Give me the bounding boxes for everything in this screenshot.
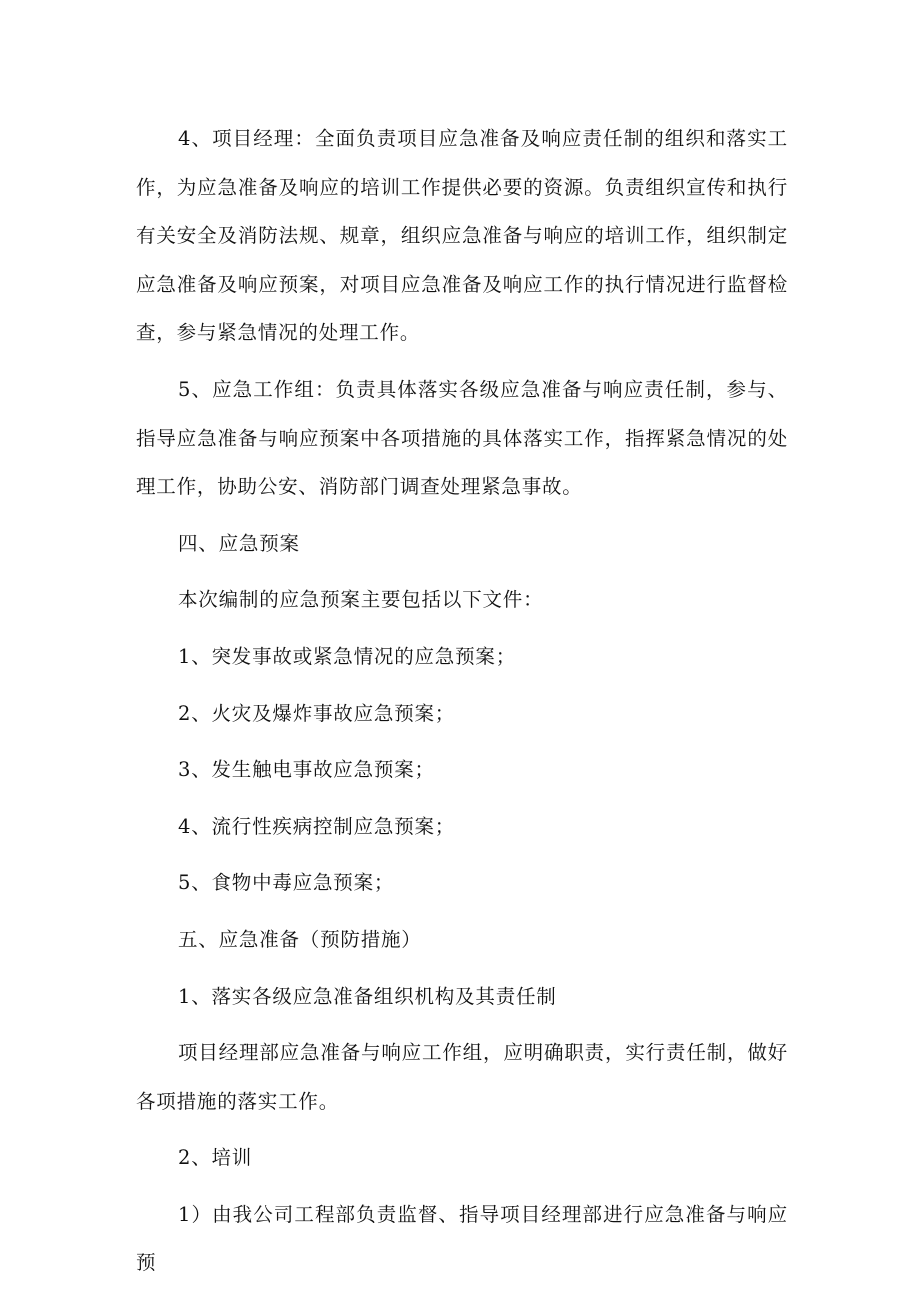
list-item-plan-5: 5、食物中毒应急预案； bbox=[178, 871, 395, 895]
list-item-plan-4: 4、流行性疾病控制应急预案； bbox=[178, 814, 456, 838]
paragraph-emergency-team: 5、应急工作组：负责具体落实各级应急准备与响应责任制，参与、指导应急准备与响应预案中各项措施的具体落实工作，指挥紧急情况的处理工作，协助公安、消防部门调查处理紧急事故。 bbox=[136, 377, 788, 499]
list-item-plan-1: 1、突发事故或紧急情况的应急预案； bbox=[178, 644, 517, 668]
subheading-training: 2、培训 bbox=[178, 1146, 253, 1170]
paragraph-plans-intro: 本次编制的应急预案主要包括以下文件： bbox=[178, 588, 544, 612]
section-heading-emergency-plans: 四、应急预案 bbox=[178, 531, 300, 555]
paragraph-project-manager: 4、项目经理：全面负责项目应急准备及响应责任制的组织和落实工作，为应急准备及响应的培训工作提供必要的资源。负责组织宣传和执行有关安全及消防法规、规章，组织应急准备与响应的培训工作，组织制定应急准备及响应预案，对项目应急准备及响应工作的执行情况进行监督检查，参与紧急情况的处理工作。 bbox=[136, 127, 788, 345]
section-heading-preparation: 五、应急准备（预防措施） bbox=[178, 927, 422, 951]
list-item-plan-3: 3、发生触电事故应急预案； bbox=[178, 758, 435, 782]
paragraph-responsibility: 项目经理部应急准备与响应工作组，应明确职责，实行责任制，做好各项措施的落实工作。 bbox=[136, 1041, 788, 1113]
list-item-plan-2: 2、火灾及爆炸事故应急预案； bbox=[178, 701, 456, 725]
subheading-organization: 1、落实各级应急准备组织机构及其责任制 bbox=[178, 984, 557, 1008]
paragraph-training-1: 1）由我公司工程部负责监督、指导项目经理部进行应急准备与响应预 bbox=[136, 1202, 788, 1275]
